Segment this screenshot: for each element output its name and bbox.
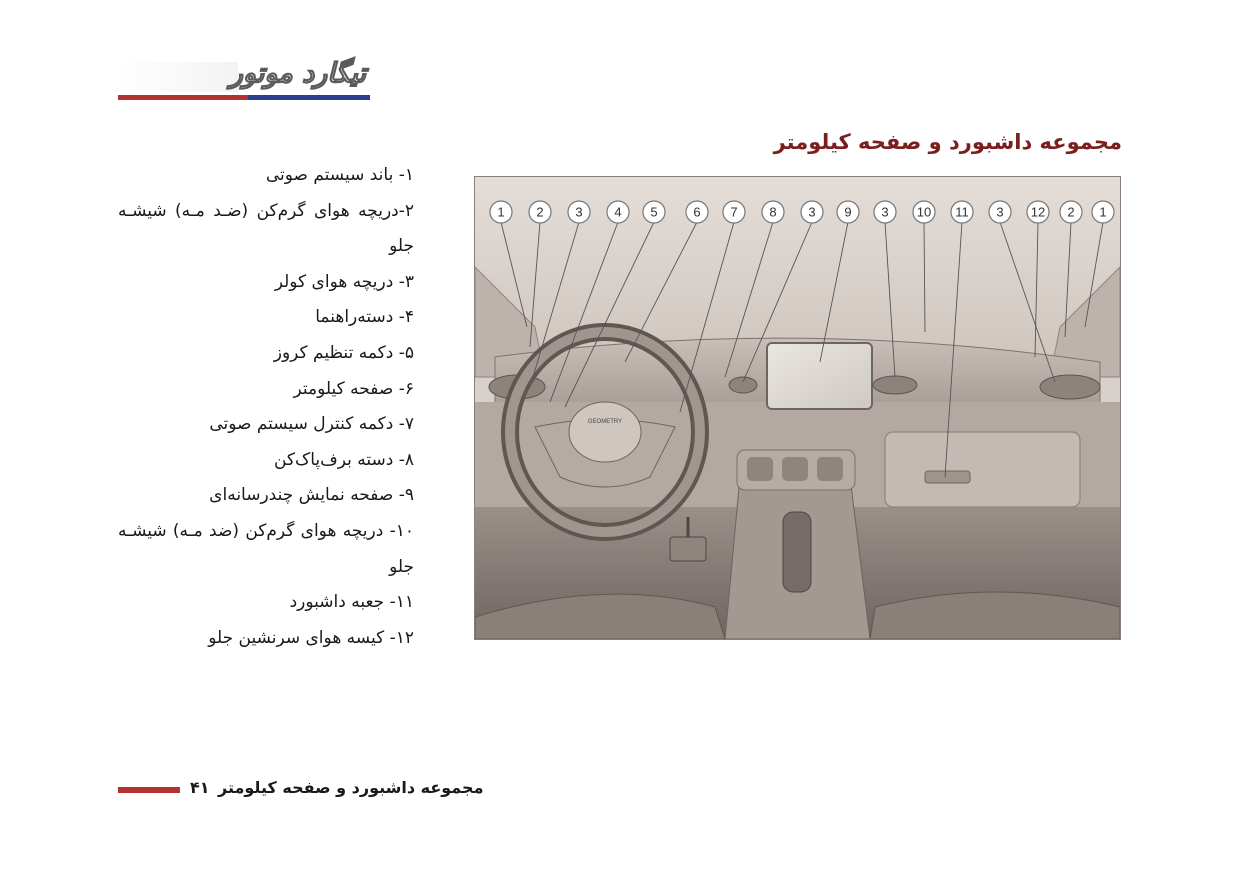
climate-controls bbox=[737, 450, 855, 490]
callout-marker bbox=[874, 201, 896, 223]
callout-label: 9 bbox=[844, 204, 852, 220]
footer-title: مجموعه داشبورد و صفحه کیلومتر bbox=[218, 778, 484, 797]
infotainment-screen bbox=[767, 343, 872, 409]
callout-marker bbox=[1092, 201, 1114, 223]
callout-label: 2 bbox=[536, 204, 544, 220]
glovebox bbox=[885, 432, 1080, 507]
brand-logo bbox=[118, 58, 370, 102]
callout-marker bbox=[801, 201, 823, 223]
callout-label: 3 bbox=[575, 204, 583, 220]
callout-marker bbox=[989, 201, 1011, 223]
callout-label: 1 bbox=[1099, 204, 1107, 220]
legend-item: ۲-دریچه هوای گرم‌کن (ضـد مـه) شیشـه جلو bbox=[118, 200, 414, 257]
air-vent-center-left bbox=[729, 377, 757, 393]
callout-label: 11 bbox=[955, 204, 969, 220]
callout-label: 3 bbox=[808, 204, 816, 220]
callout-label: 3 bbox=[996, 204, 1004, 220]
legend-item: ۱۲- کیسه هوای سرنشین جلو bbox=[208, 627, 414, 648]
legend-item: ۵- دکمه تنظیم کروز bbox=[273, 342, 414, 363]
section-title: مجموعه داشبورد و صفحه کیلومتر bbox=[773, 130, 1122, 154]
air-vent-right bbox=[1040, 375, 1100, 399]
callout-label: 10 bbox=[916, 204, 932, 220]
callout-marker bbox=[686, 201, 708, 223]
legend-item: ۹- صفحه نمایش چندرسانه‌ای bbox=[209, 485, 414, 506]
callout-marker bbox=[1027, 201, 1049, 223]
callout-marker bbox=[607, 201, 629, 223]
legend-item: ۷- دکمه کنترل سیستم صوتی bbox=[209, 414, 414, 435]
air-vent-center bbox=[873, 376, 917, 394]
callout-label: 4 bbox=[614, 204, 622, 220]
callout-marker bbox=[568, 201, 590, 223]
callout-marker bbox=[913, 201, 935, 223]
callout-marker bbox=[837, 201, 859, 223]
gear-shifter bbox=[783, 512, 811, 592]
callout-label: 12 bbox=[1030, 204, 1046, 220]
callout-marker bbox=[762, 201, 784, 223]
callout-marker bbox=[529, 201, 551, 223]
legend-item: ۸- دسته برف‌پاک‌کن bbox=[273, 449, 414, 470]
callout-label: 7 bbox=[730, 204, 738, 220]
legend-item: ۱- باند سیستم صوتی bbox=[265, 165, 414, 185]
steering-wheel-logo: GEOMETRY bbox=[587, 419, 623, 425]
dashboard-svg bbox=[475, 177, 1120, 639]
callout-label: 8 bbox=[769, 204, 777, 220]
legend-item: ۳- دریچه هوای کولر bbox=[274, 271, 414, 292]
glovebox-handle bbox=[925, 471, 970, 483]
logo-background bbox=[118, 62, 238, 92]
logo-text: تیگارد موتور bbox=[229, 58, 366, 89]
callout-label: 2 bbox=[1067, 204, 1075, 220]
callout-marker bbox=[490, 201, 512, 223]
callout-label: 3 bbox=[881, 204, 889, 220]
legend-item: ۶- صفحه کیلومتر bbox=[293, 378, 414, 399]
callout-marker bbox=[723, 201, 745, 223]
logo-bar-red bbox=[118, 95, 248, 100]
logo-bar-blue bbox=[248, 95, 370, 100]
callout-marker bbox=[1060, 201, 1082, 223]
legend-item: ۱۰- دریچه هوای گرم‌کن (ضد مـه) شیشـه جلو bbox=[118, 520, 414, 577]
dashboard-illustration bbox=[474, 176, 1121, 640]
callout-label: 5 bbox=[650, 204, 658, 220]
callout-marker bbox=[951, 201, 973, 223]
page-number: ۴۱ bbox=[190, 778, 210, 797]
legend-item: ۱۱- جعبه داشبورد bbox=[289, 592, 414, 613]
legend-list bbox=[118, 158, 414, 656]
callout-marker bbox=[643, 201, 665, 223]
legend-item: ۴- دسته‌راهنما bbox=[315, 307, 414, 328]
callout-label: 6 bbox=[693, 204, 701, 220]
footer-accent-bar bbox=[118, 787, 180, 793]
callout-label: 1 bbox=[497, 204, 505, 220]
